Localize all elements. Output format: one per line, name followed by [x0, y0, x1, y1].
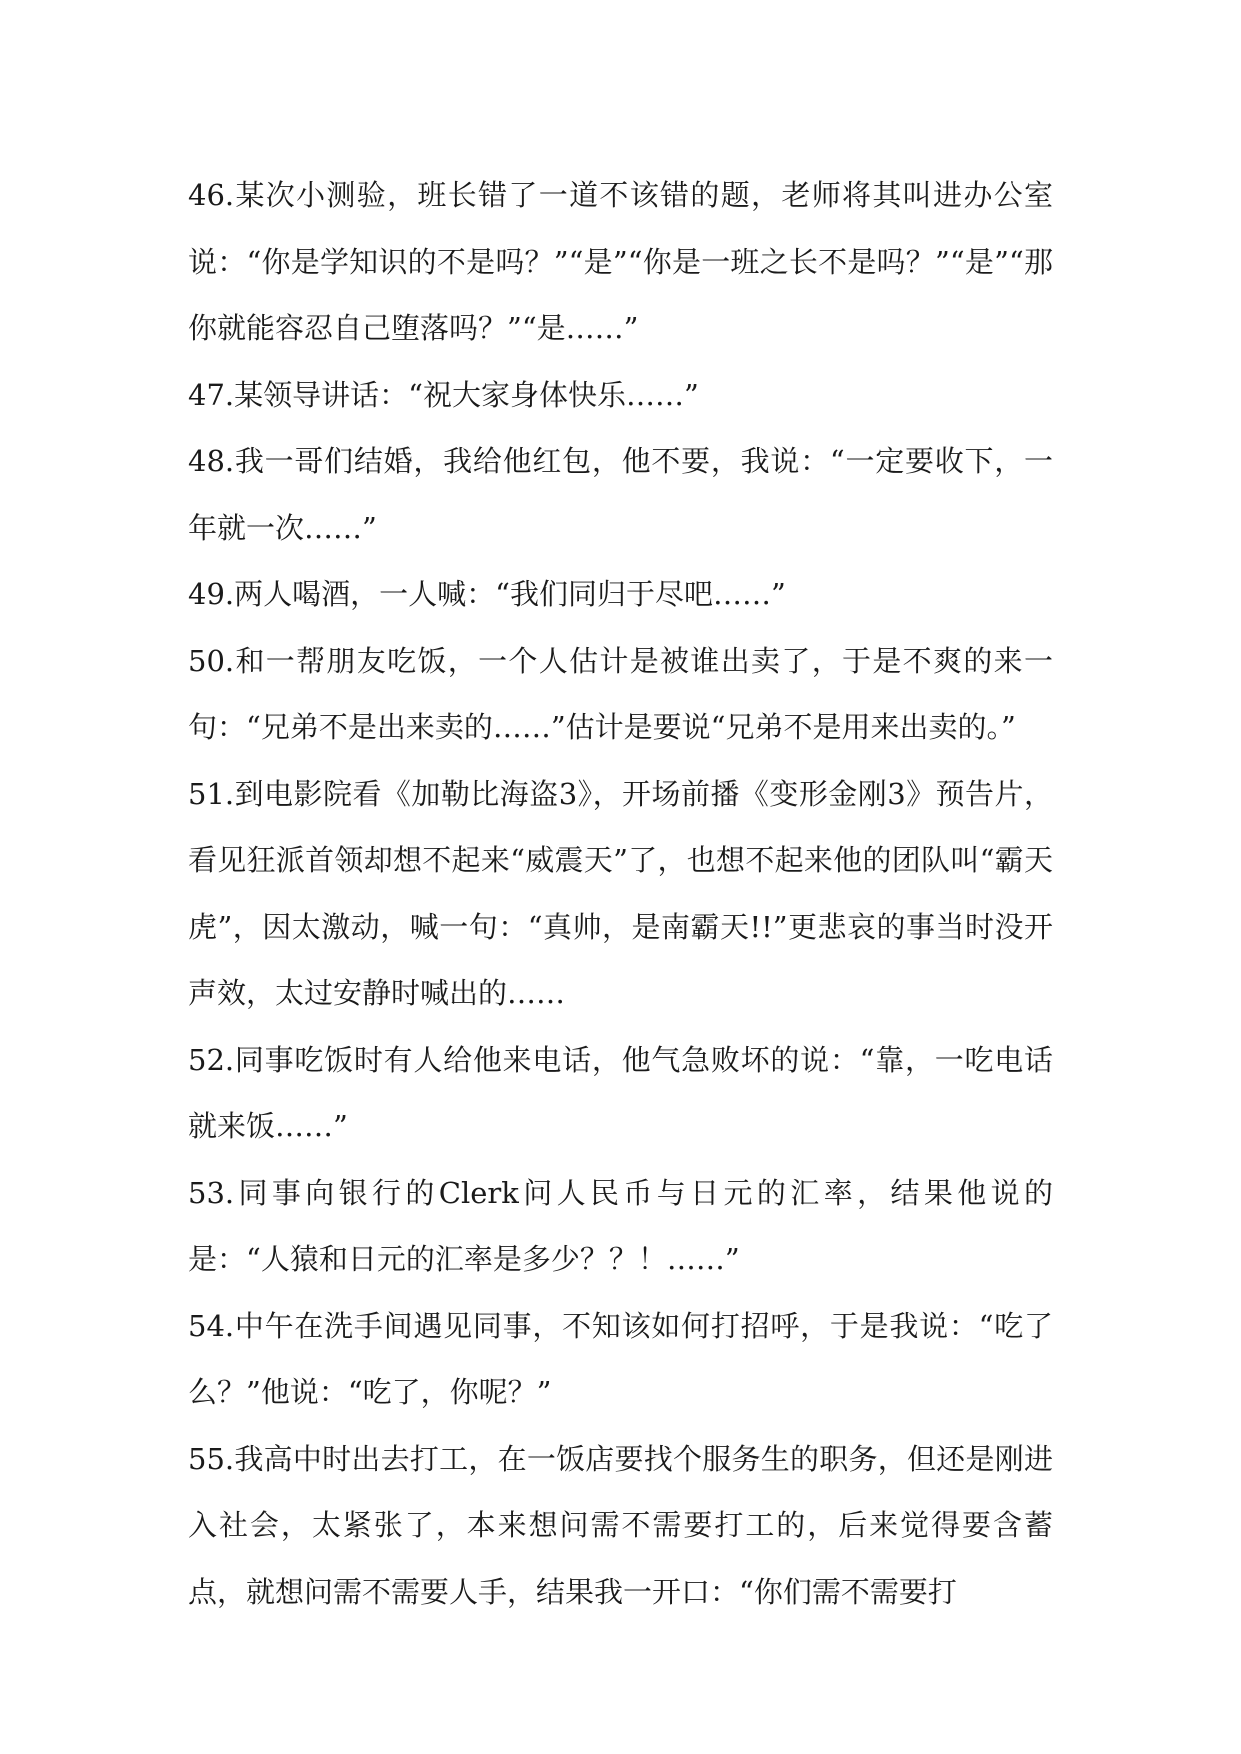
paragraph-48: 48.我一哥们结婚，我给他红包，他不要，我说：“一定要收下，一年就一次……” [188, 444, 1053, 545]
paragraph-47: 47.某领导讲话：“祝大家身体快乐……” [188, 377, 699, 412]
paragraph-52: 52.同事吃饭时有人给他来电话，他气急败坏的说：“靠，一吃电话就来饭……” [188, 1042, 1053, 1143]
document-page [188, 162, 1053, 1625]
paragraph-53: 53.同事向银行的Clerk问人民币与日元的汇率，结果他说的是：“人猿和日元的汇率是多少？？！……” [188, 1175, 1053, 1276]
paragraph-55: 55.我高中时出去打工，在一饭店要找个服务生的职务，但还是刚进入社会，太紧张了，本来想问需不需要打工的，后来觉得要含蓄点，就想问需不需要人手，结果我一开口：“你们需不需要打 [188, 1441, 1053, 1609]
paragraph-51: 51.到电影院看《加勒比海盗3》，开场前播《变形金刚3》预告片，看见狂派首领却想不起来“威震天”了，也想不起来他的团队叫“霸天虎”，因太激动，喊一句：“真帅，是南霸天!!”更悲哀的事当时没开声效，太过安静时喊出的…… [188, 776, 1053, 1010]
paragraph-49: 49.两人喝酒，一人喊：“我们同归于尽吧……” [188, 577, 786, 611]
paragraph-50: 50.和一帮朋友吃饭，一个人估计是被谁出卖了，于是不爽的来一句：“兄弟不是出来卖的……”估计是要说“兄弟不是用来出卖的。” [188, 643, 1053, 744]
paragraph-46: 46.某次小测验，班长错了一道不该错的题，老师将其叫进办公室说：“你是学知识的不是吗？”“是”“你是一班之长不是吗？”“是”“那你就能容忍自己堕落吗？”“是……” [188, 178, 1053, 345]
paragraph-54: 54.中午在洗手间遇见同事，不知该如何打招呼，于是我说：“吃了么？”他说：“吃了，你呢？” [188, 1308, 1053, 1409]
